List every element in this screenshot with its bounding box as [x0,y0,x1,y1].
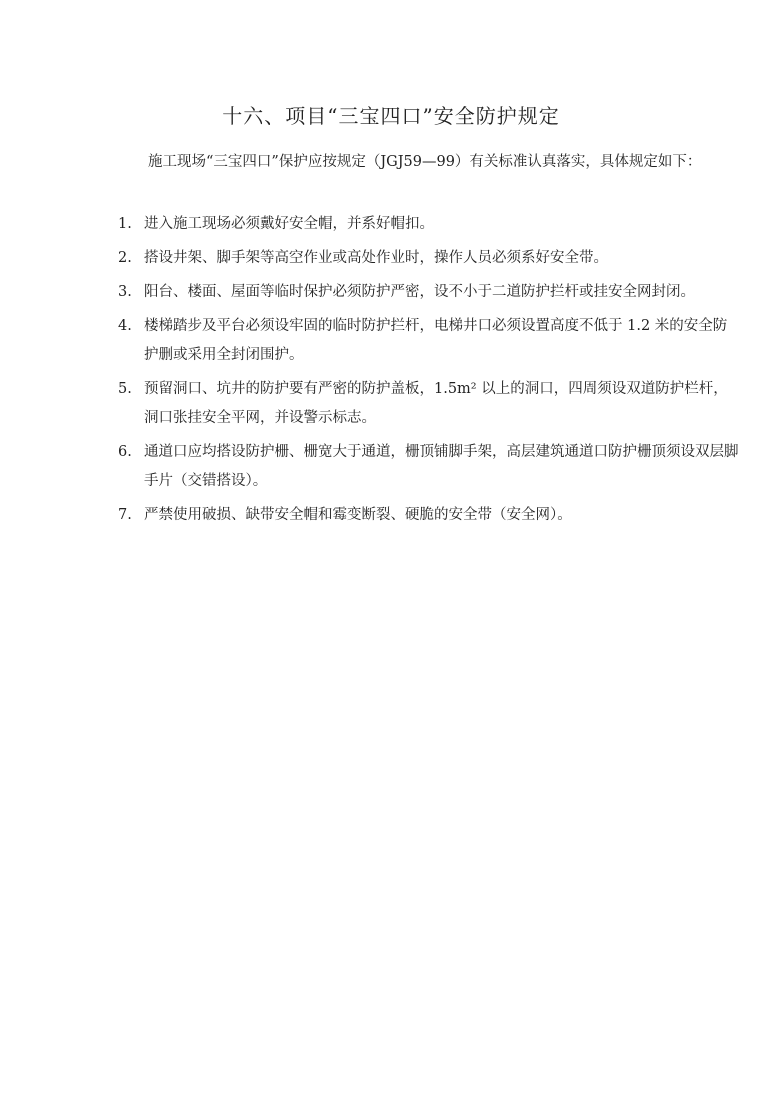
list-item [118,438,740,496]
item-number: 5. [118,381,132,397]
list-item [118,375,740,433]
item-text: 严禁使用破损、缺带安全帽和霉变断裂、硬脆的安全带（安全网）。 [144,507,572,523]
list-item [118,244,740,273]
intro-paragraph: 施工现场“三宝四口”保护应按规定（JGJ59—99）有关标准认真落实，具体规定如下： [148,154,702,170]
rules-list [118,210,740,535]
document-title: 十六、项目“三宝四口”安全防护规定 [222,104,560,128]
item-text: 楼梯踏步及平台必须设牢固的临时防护拦杆，电梯井口必须设置高度不低于 1.2 米的安全防护删或采用全封闭围护。 [144,318,728,363]
item-number: 1. [118,216,132,232]
item-number: 4. [118,318,132,334]
item-text: 进入施工现场必须戴好安全帽，并系好帽扣。 [144,216,434,232]
item-number: 6. [118,444,132,460]
item-text: 通道口应均搭设防护栅、栅宽大于通道，栅顶铺脚手架，高层建筑通道口防护栅顶须设双层脚手片（交错搭设）。 [144,444,739,489]
item-text: 预留洞口、坑井的防护要有严密的防护盖板，1.5m² 以上的洞口，四周须设双道防护栏杆，洞口张挂安全平网，并设警示标志。 [144,381,728,426]
item-text: 搭设井架、脚手架等高空作业或高处作业时，操作人员必须系好安全带。 [144,250,608,266]
list-item [118,210,740,239]
item-text: 阳台、楼面、屋面等临时保护必须防护严密，设不小于二道防护拦杆或挂安全网封闭。 [144,284,695,300]
list-item [118,501,740,530]
list-item [118,278,740,307]
item-number: 3. [118,284,132,300]
list-item [118,312,740,370]
item-number: 7. [118,507,132,523]
item-number: 2. [118,250,132,266]
